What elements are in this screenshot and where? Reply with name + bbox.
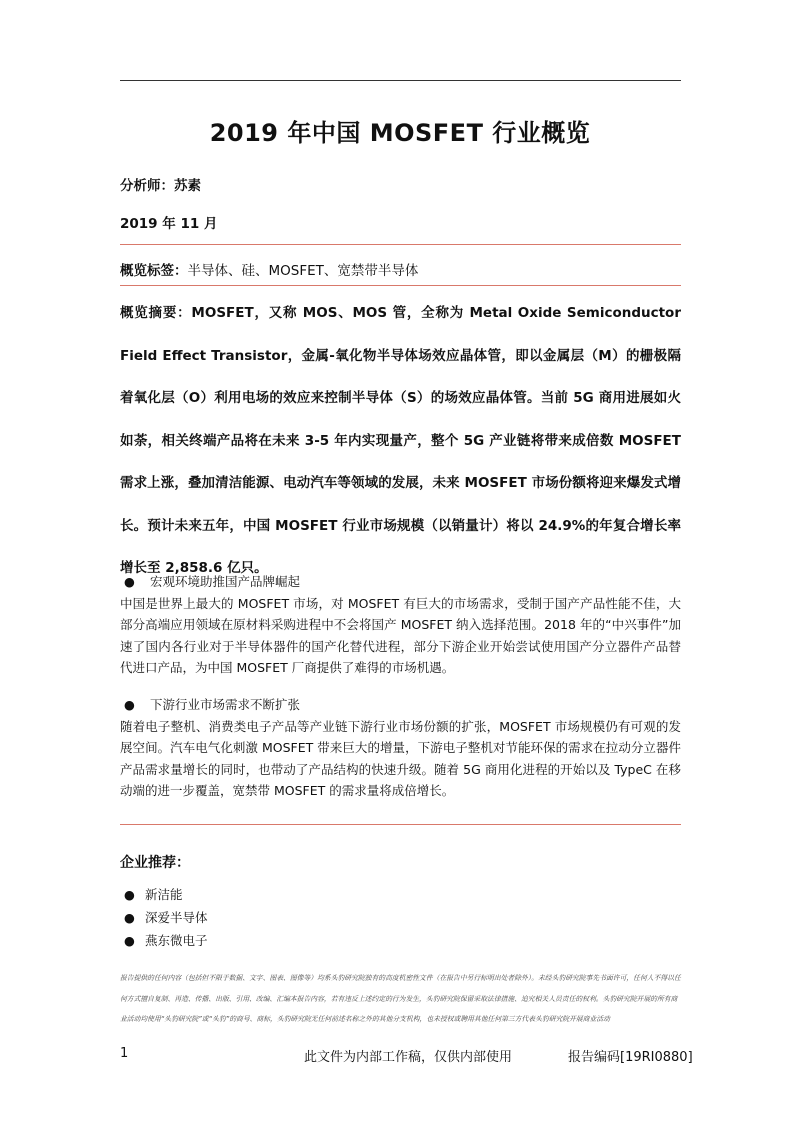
section-heading-text: 下游行业市场需求不断扩张 bbox=[150, 697, 301, 712]
tags-value: 半导体、硅、MOSFET、宽禁带半导体 bbox=[187, 263, 419, 279]
list-item bbox=[120, 906, 208, 929]
section-macro bbox=[120, 571, 681, 679]
divider-tags-bottom bbox=[120, 285, 681, 286]
list-item bbox=[120, 929, 208, 952]
report-date: 2019 年 11 月 bbox=[120, 216, 218, 232]
footer-notice: 此文件为内部工作稿，仅供内部使用 bbox=[304, 1050, 513, 1065]
overview-tags bbox=[120, 259, 418, 279]
section-heading-text: 宏观环境助推国产品牌崛起 bbox=[150, 574, 301, 589]
bullet-icon: ● bbox=[124, 887, 135, 902]
list-item bbox=[120, 883, 208, 906]
section-downstream bbox=[120, 694, 681, 802]
page-number: 1 bbox=[120, 1046, 129, 1061]
company-name: 新洁能 bbox=[145, 887, 183, 902]
page-title: 2019 年中国 MOSFET 行业概览 bbox=[209, 119, 591, 147]
section-body: 随着电子整机、消费类电子产品等产业链下游行业市场份额的扩张，MOSFET 市场规模仍有可观的发展空间。汽车电气化刺激 MOSFET 带来巨大的增量，下游电子整机对节能环保的需求在拉动分立器件产品需求量增长的同时，也带动了产品结构的快速升级。随着 5G 商用化进程的开始以及 TypeC 在移动端的进一步覆盖，宽禁带 MOSFET 的需求量将成倍增长。 bbox=[120, 718, 681, 798]
bullet-icon: ● bbox=[124, 933, 135, 948]
company-name: 深爱半导体 bbox=[145, 910, 208, 925]
section-heading bbox=[120, 694, 681, 716]
divider-tags-top bbox=[120, 244, 681, 245]
bullet-icon: ● bbox=[124, 697, 135, 712]
analyst-line: 分析师：苏素 bbox=[120, 178, 201, 194]
overview-abstract: 概览摘要：MOSFET，又称 MOS、MOS 管，全称为 Metal Oxide Semiconductor Field Effect Transistor，金属-氧化物半导体场效应晶体管，即以金属层（M）的栅极隔着氧化层（O）利用电场的效应来控制半导体（S）的场效应晶体管。当前 5G 商用进展如火如荼，相关终端产品将在未来 3-5 年内实现量产，整个 5G 产业链将带来成倍数 MOSFET 需求上涨，叠加清洁能源、电动汽车等领域的发展，未来 MOSFET 市场份额将迎来爆发式增长。预计未来五年，中国 MOSFET 行业市场规模（以销量计）将以 24.9%的年复合增长率增长至 2,858.6 亿只。 bbox=[120, 305, 681, 576]
header-rule bbox=[120, 80, 681, 81]
divider-recommendation bbox=[120, 824, 681, 825]
disclaimer: 报告提供的任何内容（包括但不限于数据、文字、图表、图像等）均系头豹研究院独有的高度机密性文件（在报告中另行标明出处者除外）。未经头豹研究院事先书面许可，任何人不得以任何方式擅自复制、再造、传播、出版、引用、改编、汇编本报告内容，若有违反上述约定的行为发生，头豹研究院保留采取法律措施、追究相关人员责任的权利。头豹研究院开展的所有商业活动均使用“头豹研究院”或“头豹”的商号、商标，头豹研究院无任何前述名称之外的其他分支机构，也未授权或聘用其他任何第三方代表头豹研究院开展商业活动 bbox=[120, 974, 681, 1023]
section-body: 中国是世界上最大的 MOSFET 市场，对 MOSFET 有巨大的市场需求，受制于国产产品性能不佳，大部分高端应用领域在原材料采购进程中不会将国产 MOSFET 纳入选择范围。2018 年的“中兴事件”加速了国内各行业对于半导体器件的国产化替代进程，部分下游企业开始尝试使用国产分立器件产品替代进口产品，为中国 MOSFET 厂商提供了难得的市场机遇。 bbox=[120, 595, 681, 675]
tags-label: 概览标签： bbox=[120, 263, 188, 279]
section-heading bbox=[120, 571, 681, 593]
bullet-icon: ● bbox=[124, 574, 135, 589]
bullet-icon: ● bbox=[124, 910, 135, 925]
company-list bbox=[120, 883, 208, 952]
report-code: 报告编码[19RI0880] bbox=[568, 1050, 693, 1065]
recommendation-title: 企业推荐： bbox=[120, 855, 190, 871]
company-name: 燕东微电子 bbox=[145, 933, 208, 948]
